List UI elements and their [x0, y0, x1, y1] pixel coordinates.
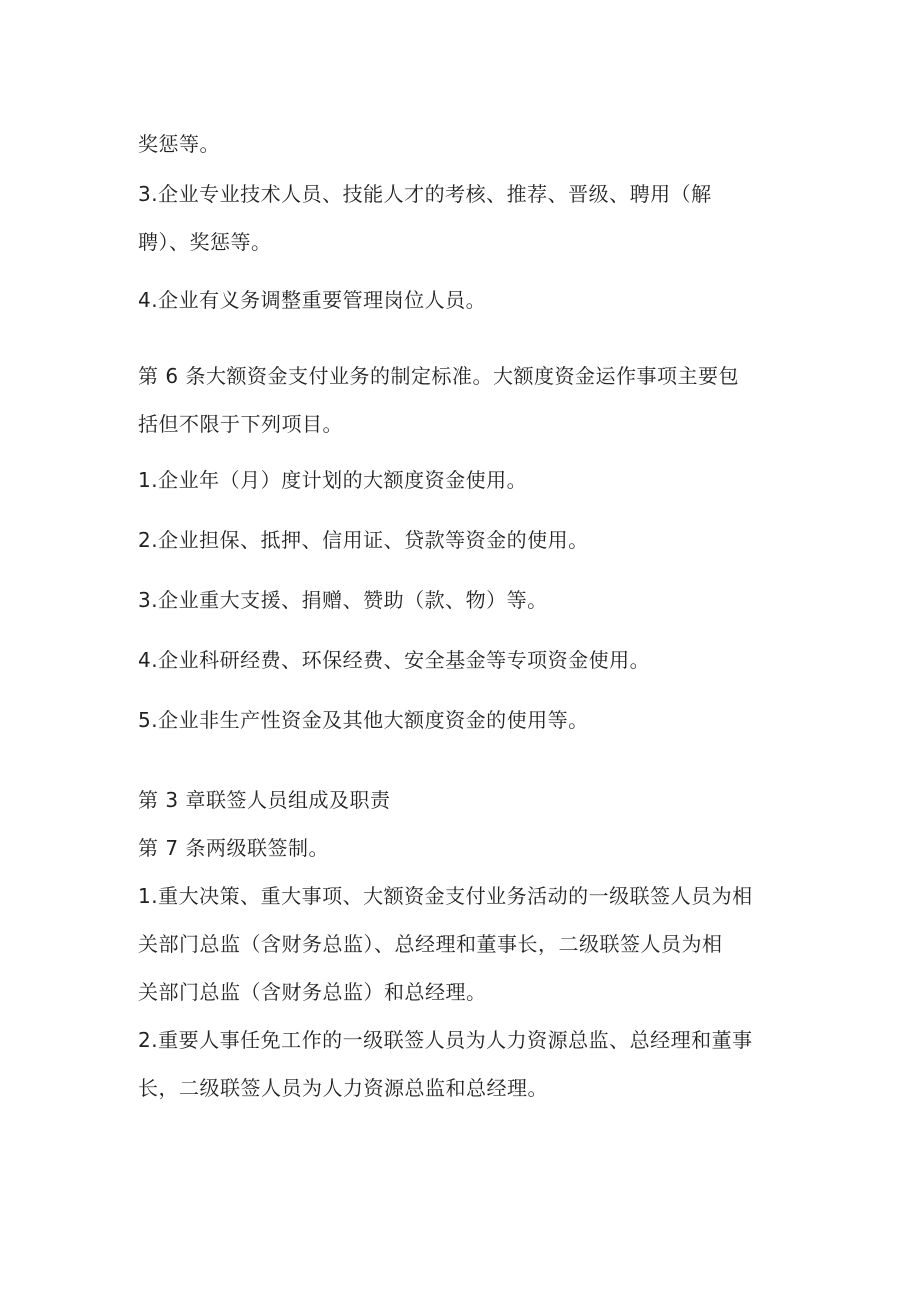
text-line: 聘）、奖惩等。	[138, 230, 272, 254]
list-item: 1.重大决策、重大事项、大额资金支付业务活动的一级联签人员为相	[138, 884, 753, 908]
text-line: 关部门总监（含财务总监）和总经理。	[138, 980, 487, 1004]
list-item: 4.企业科研经费、环保经费、安全基金等专项资金使用。	[138, 648, 651, 672]
list-item: 3.企业重大支援、捐赠、赞助（款、物）等。	[138, 588, 548, 612]
text-line: 4.企业有义务调整重要管理岗位人员。	[138, 288, 487, 312]
text-line: 括但不限于下列项目。	[138, 412, 343, 436]
list-item: 5.企业非生产性资金及其他大额度资金的使用等。	[138, 708, 589, 732]
text-line: 长，二级联签人员为人力资源总监和总经理。	[138, 1076, 548, 1100]
list-item: 2.重要人事任免工作的一级联签人员为人力资源总监、总经理和董事	[138, 1028, 753, 1052]
article-heading: 第 6 条大额资金支付业务的制定标准。大额度资金运作事项主要包	[138, 364, 739, 388]
list-item: 1.企业年（月）度计划的大额度资金使用。	[138, 468, 528, 492]
chapter-heading: 第 3 章联签人员组成及职责	[138, 788, 391, 812]
list-item: 2.企业担保、抵押、信用证、贷款等资金的使用。	[138, 528, 589, 552]
text-line: 关部门总监（含财务总监）、总经理和董事长，二级联签人员为相	[138, 932, 723, 956]
text-line: 3.企业专业技术人员、技能人才的考核、推荐、晋级、聘用（解	[138, 182, 712, 206]
article-heading: 第 7 条两级联签制。	[138, 836, 329, 860]
text-line: 奖惩等。	[138, 132, 220, 156]
